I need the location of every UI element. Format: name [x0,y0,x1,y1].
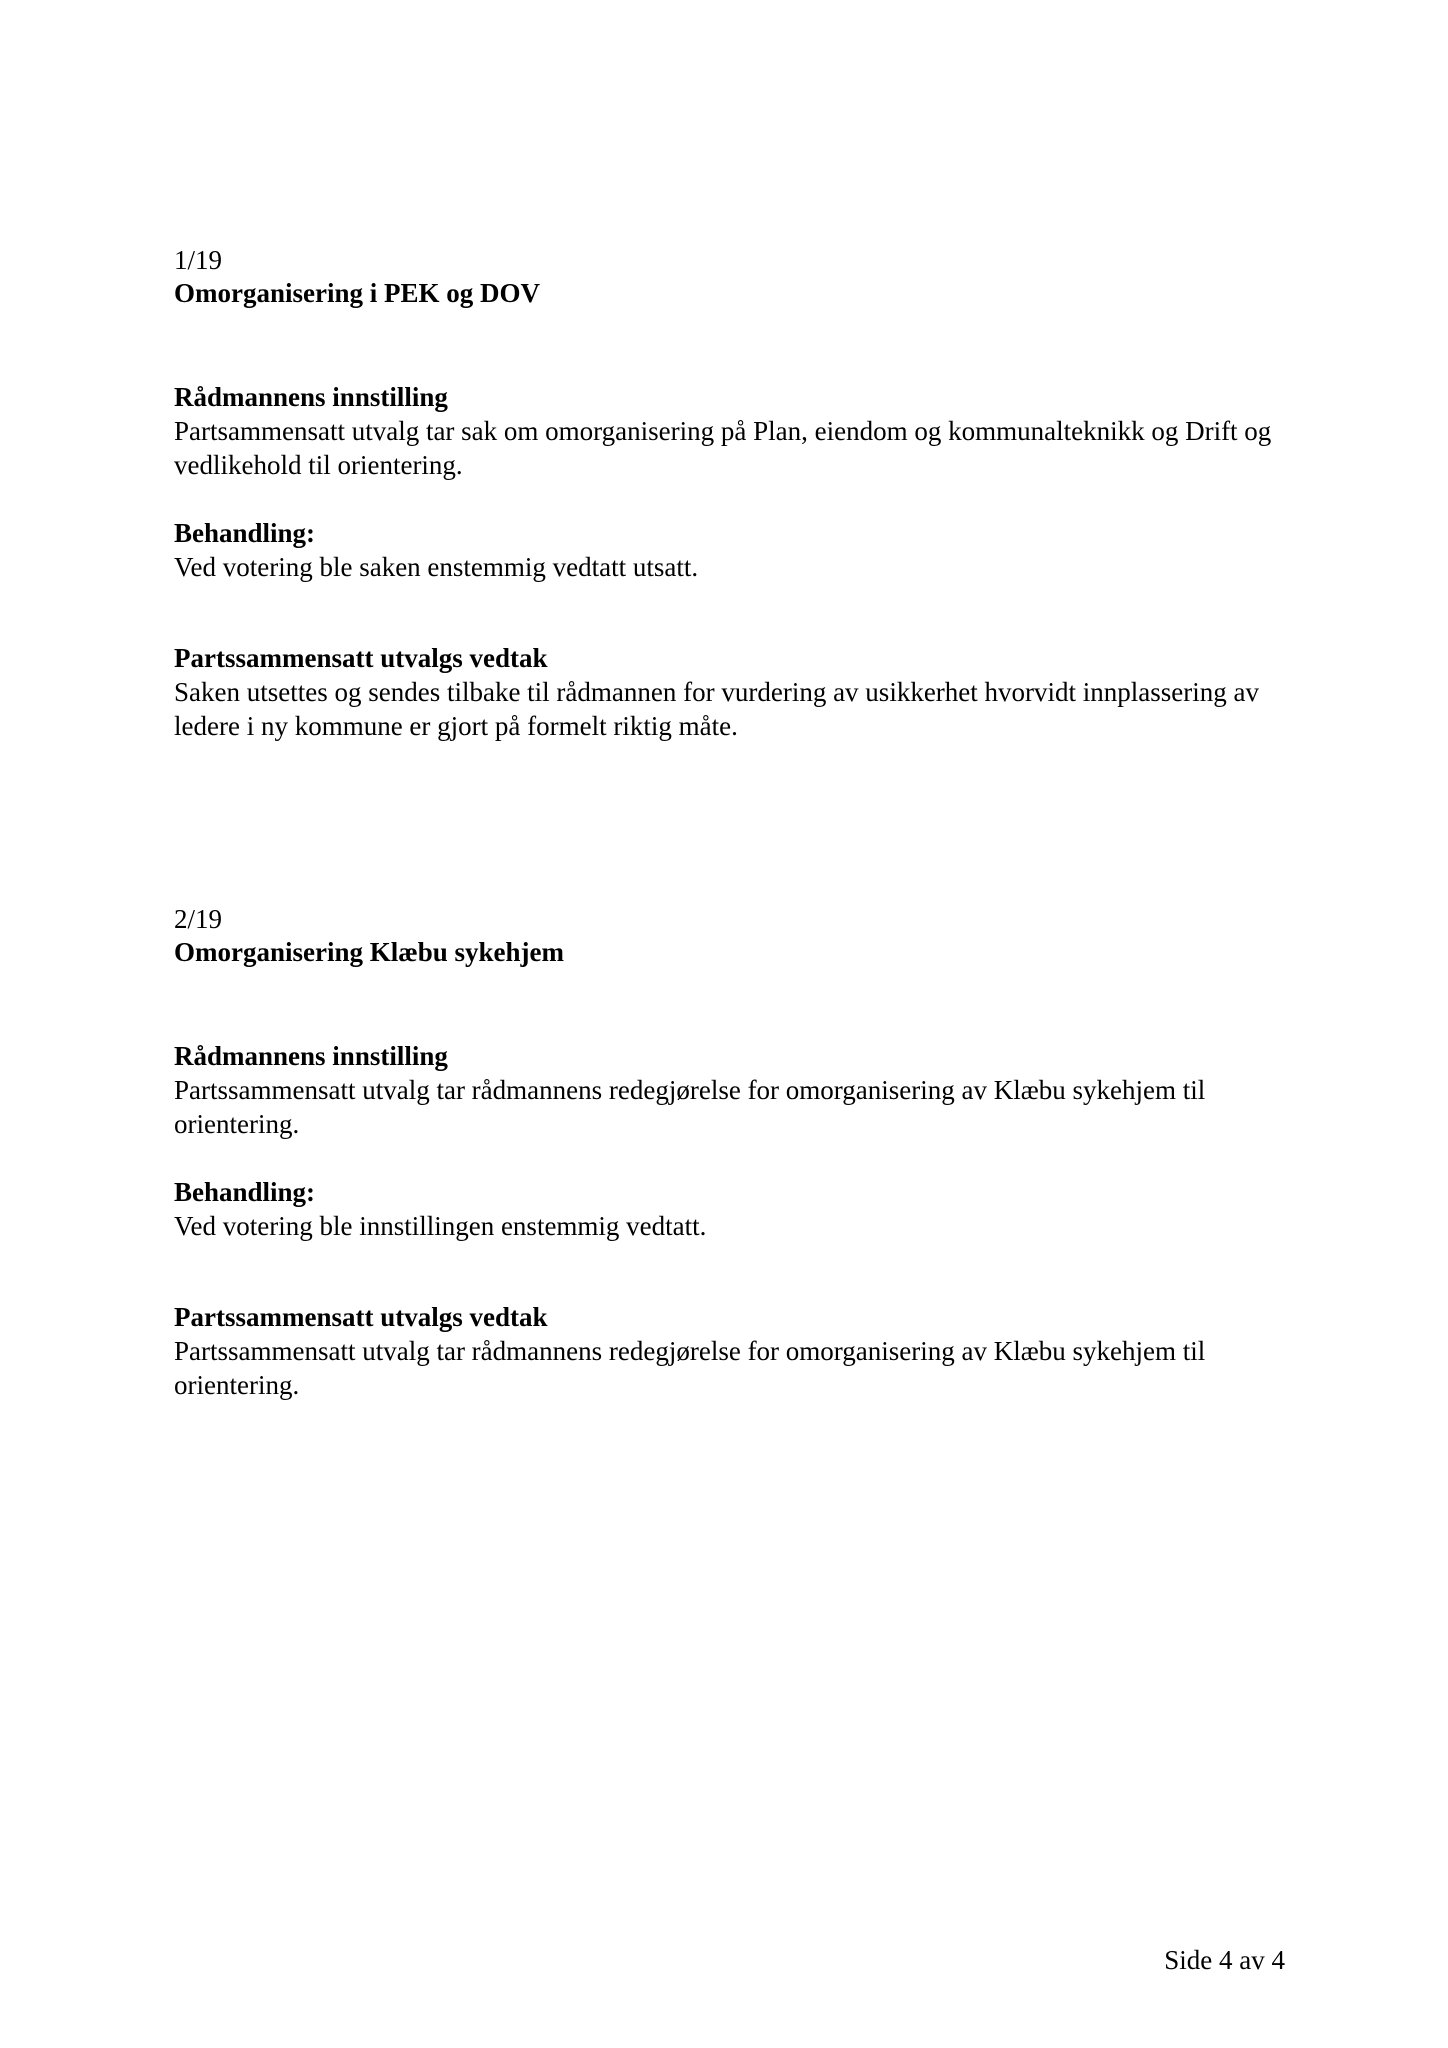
decision-section [174,1300,1294,1402]
case-item [174,244,1294,743]
page-number-footer: Side 4 av 4 [1164,1945,1285,1975]
treatment-heading: Behandling: [174,518,316,548]
treatment-heading: Behandling: [174,1177,316,1207]
recommendation-section [174,1039,1294,1141]
decision-heading: Partssammensatt utvalgs vedtak [174,1302,548,1332]
treatment-section [174,516,1294,584]
recommendation-section [174,380,1294,482]
case-item [174,903,1294,1402]
decision-heading: Partssammensatt utvalgs vedtak [174,643,548,673]
case-title: Omorganisering Klæbu sykehjem [174,937,565,967]
recommendation-heading: Rådmannens innstilling [174,1041,448,1071]
decision-section [174,641,1294,743]
case-number: 1/19 [174,245,223,275]
decision-text: Partssammensatt utvalg tar rådmannens redegjørelse for omorganisering av Klæbu sykehjem til orientering. [174,1336,1206,1400]
treatment-text: Ved votering ble innstillingen enstemmig vedtatt. [174,1211,707,1241]
treatment-section [174,1175,1294,1243]
recommendation-text: Partsammensatt utvalg tar sak om omorganisering på Plan, eiendom og kommunalteknikk og Drift og vedlikehold til orientering. [174,416,1272,480]
case-title: Omorganisering i PEK og DOV [174,278,540,308]
decision-text: Saken utsettes og sendes tilbake til rådmannen for vurdering av usikkerhet hvorvidt innplassering av ledere i ny kommune er gjort på formelt riktig måte. [174,677,1259,741]
treatment-text: Ved votering ble saken enstemmig vedtatt utsatt. [174,552,699,582]
recommendation-text: Partssammensatt utvalg tar rådmannens redegjørelse for omorganisering av Klæbu sykehjem til orientering. [174,1075,1206,1139]
recommendation-heading: Rådmannens innstilling [174,382,448,412]
case-number: 2/19 [174,904,223,934]
